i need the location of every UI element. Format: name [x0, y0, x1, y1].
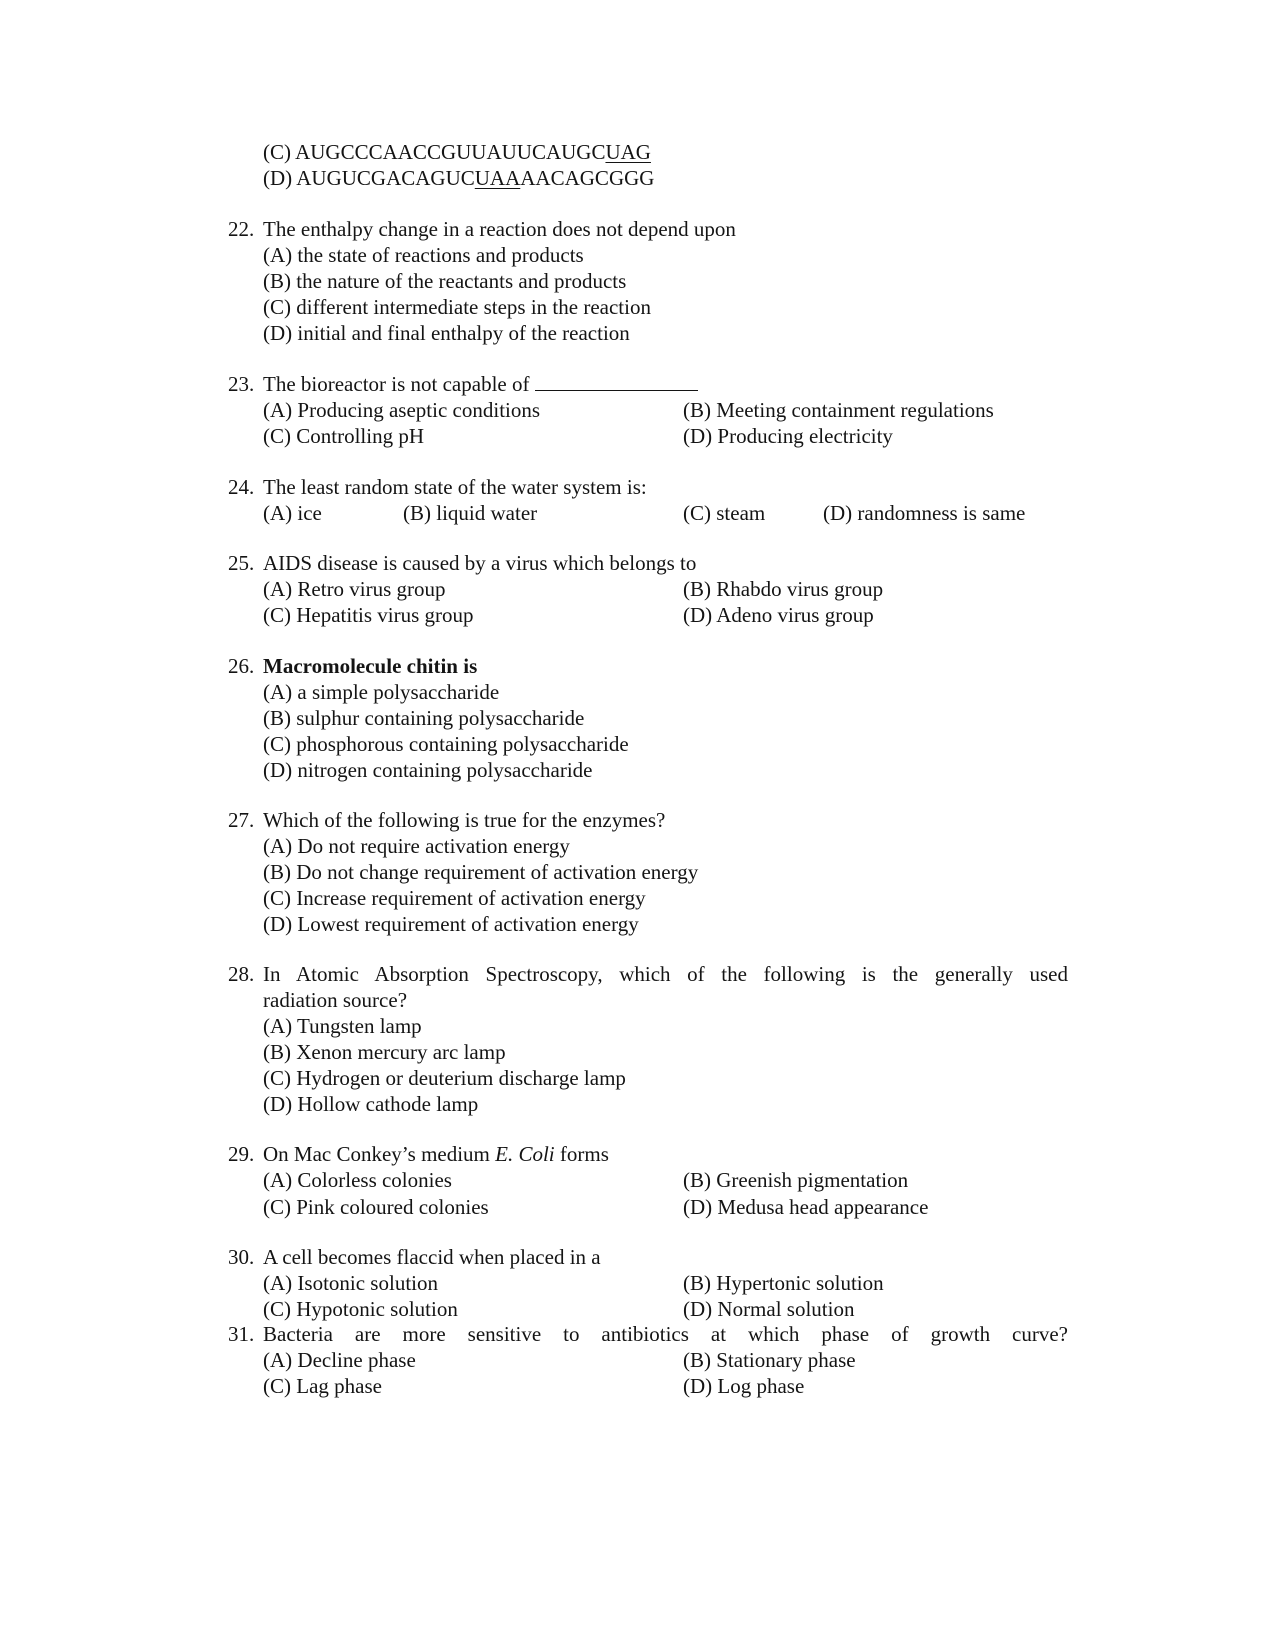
- question-text: [263, 371, 698, 397]
- question-text-line-2: radiation source?: [263, 988, 408, 1012]
- q21-option-d: [263, 165, 654, 191]
- q21-option-d-text: (D) AUGUCGACAGUC: [263, 166, 475, 190]
- q30-option-d: (D) Normal solution: [683, 1297, 855, 1321]
- question-text: The least random state of the water system is:: [263, 475, 647, 499]
- q30-option-c: (C) Hypotonic solution: [263, 1297, 458, 1321]
- q25-option-b: (B) Rhabdo virus group: [683, 577, 884, 601]
- question-text: Bacteria are more sensitive to antibiotics at which phase of growth curve?: [263, 1322, 1068, 1346]
- q21-option-c: [263, 139, 651, 165]
- q22-option-d: (D) initial and final enthalpy of the reaction: [263, 321, 630, 345]
- q24-option-b: (B) liquid water: [403, 501, 538, 525]
- question-text: A cell becomes flaccid when placed in a: [263, 1245, 601, 1269]
- q26-option-c: (C) phosphorous containing polysaccharide: [263, 732, 629, 756]
- q28-option-a: (A) Tungsten lamp: [263, 1014, 422, 1038]
- q23-option-a: (A) Producing aseptic conditions: [263, 398, 541, 422]
- q29-option-a: (A) Colorless colonies: [263, 1168, 452, 1192]
- q22-option-c: (C) different intermediate steps in the reaction: [263, 295, 651, 319]
- q31-option-d: (D) Log phase: [683, 1374, 805, 1398]
- q25-option-a: (A) Retro virus group: [263, 577, 446, 601]
- q22-option-a: (A) the state of reactions and products: [263, 243, 584, 267]
- q23-option-c: (C) Controlling pH: [263, 424, 424, 448]
- q31-option-b: (B) Stationary phase: [683, 1348, 856, 1372]
- q28-option-b: (B) Xenon mercury arc lamp: [263, 1040, 506, 1064]
- q26-option-a: (A) a simple polysaccharide: [263, 680, 500, 704]
- q21-option-c-text: (C) AUGCCCAACCGUUAUUCAUGC: [263, 140, 606, 164]
- q27-option-a: (A) Do not require activation energy: [263, 834, 570, 858]
- question-text: AIDS disease is caused by a virus which belongs to: [263, 551, 697, 575]
- question-number: 25.: [228, 551, 255, 575]
- q24-option-a: (A) ice: [263, 501, 322, 525]
- q23-text: The bioreactor is not capable of: [263, 372, 530, 396]
- q29-text-post: forms: [554, 1142, 609, 1166]
- q26-option-b: (B) sulphur containing polysaccharide: [263, 706, 585, 730]
- q21-option-d-rest: AACAGCGGG: [520, 166, 655, 190]
- q28-option-c: (C) Hydrogen or deuterium discharge lamp: [263, 1066, 626, 1090]
- question-number: 30.: [228, 1245, 255, 1269]
- q27-option-b: (B) Do not change requirement of activation energy: [263, 860, 699, 884]
- question-number: 29.: [228, 1142, 255, 1166]
- question-number: 23.: [228, 372, 255, 396]
- q25-option-c: (C) Hepatitis virus group: [263, 603, 474, 627]
- q25-option-d: (D) Adeno virus group: [683, 603, 874, 627]
- q31-option-c: (C) Lag phase: [263, 1374, 382, 1398]
- q21-option-d-stop-codon: UAA: [474, 166, 521, 190]
- question-text: Macromolecule chitin is: [263, 654, 478, 678]
- q29-option-b: (B) Greenish pigmentation: [683, 1168, 909, 1192]
- q26-option-d: (D) nitrogen containing polysaccharide: [263, 758, 593, 782]
- question-number: 27.: [228, 808, 255, 832]
- q29-organism-name: E. Coli: [495, 1142, 555, 1166]
- q28-option-d: (D) Hollow cathode lamp: [263, 1092, 479, 1116]
- q27-option-c: (C) Increase requirement of activation energy: [263, 886, 646, 910]
- q31-option-a: (A) Decline phase: [263, 1348, 416, 1372]
- fill-in-blank: [535, 372, 698, 391]
- q27-option-d: (D) Lowest requirement of activation energy: [263, 912, 639, 936]
- q29-text-pre: On Mac Conkey’s medium: [263, 1142, 496, 1166]
- q23-option-b: (B) Meeting containment regulations: [683, 398, 994, 422]
- question-text-line-1: In Atomic Absorption Spectroscopy, which of the following is the generally used: [263, 962, 1068, 986]
- q24-option-d: (D) randomness is same: [823, 501, 1026, 525]
- question-number: 24.: [228, 475, 255, 499]
- question-number: 26.: [228, 654, 255, 678]
- q30-option-a: (A) Isotonic solution: [263, 1271, 438, 1295]
- q30-option-b: (B) Hypertonic solution: [683, 1271, 884, 1295]
- q29-option-d: (D) Medusa head appearance: [683, 1195, 929, 1219]
- question-text: The enthalpy change in a reaction does not depend upon: [263, 217, 736, 241]
- q24-option-c: (C) steam: [683, 501, 766, 525]
- q21-option-c-stop-codon: UAG: [605, 140, 651, 164]
- question-number: 31.: [228, 1322, 255, 1346]
- question-text: Which of the following is true for the enzymes?: [263, 808, 666, 832]
- question-number: 28.: [228, 962, 255, 986]
- question-number: 22.: [228, 217, 255, 241]
- question-text: [263, 1141, 609, 1167]
- q22-option-b: (B) the nature of the reactants and products: [263, 269, 627, 293]
- q29-option-c: (C) Pink coloured colonies: [263, 1195, 489, 1219]
- q23-option-d: (D) Producing electricity: [683, 424, 893, 448]
